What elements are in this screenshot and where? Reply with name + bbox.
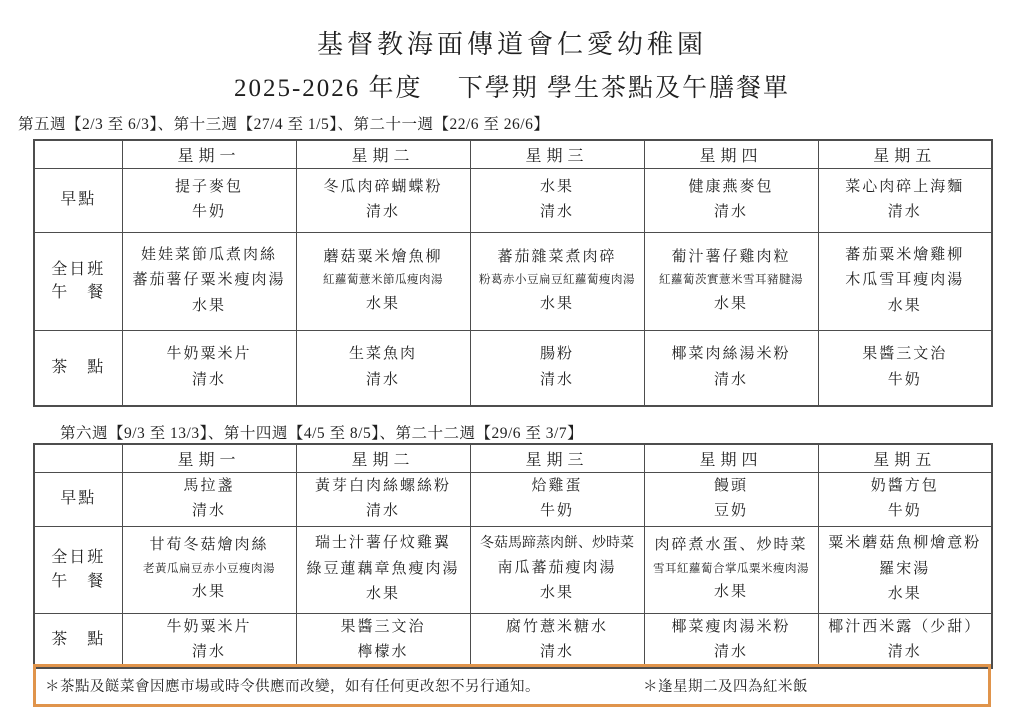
menu-line: 紅蘿蔔茨實薏米雪耳豬腱湯 [659, 274, 803, 287]
menu-table-week-b [33, 443, 993, 669]
row-label-line: 全日班 [51, 260, 106, 278]
footer-note-box [33, 664, 991, 707]
menu-cell [122, 613, 296, 668]
menu-cell [470, 472, 644, 526]
week-range-label-2: 第六週【9/3 至 13/3】、第十四週【4/5 至 8/5】、第二十二週【29/6 至 3/7】 [60, 425, 584, 442]
menu-cell [296, 330, 470, 406]
menu-line: 粟米蘑菇魚柳燴意粉 [828, 535, 982, 552]
footer-note-red-rice: ＊逢星期二及四為紅米飯 [643, 679, 808, 695]
menu-cell [644, 168, 818, 232]
menu-cell [470, 330, 644, 406]
menu-cell [470, 168, 644, 232]
day-header-1: 星期一 [122, 444, 296, 472]
row-label-line: 茶 點 [51, 631, 106, 649]
menu-line: 奶醬方包 [870, 477, 939, 494]
menu-line: 菜心肉碎上海麵 [845, 178, 965, 195]
corner-cell [34, 140, 122, 168]
menu-line: 清水 [887, 204, 922, 220]
footer-note-change-policy: ＊茶點及餸菜會因應市場或時令供應而改變，如有任何更改恕不另行通知。 [45, 679, 540, 695]
menu-cell [122, 232, 296, 330]
menu-line: 水果 [191, 584, 226, 601]
menu-line: 雪耳紅蘿蔔合掌瓜粟米瘦肉湯 [653, 562, 809, 575]
menu-row [34, 168, 992, 232]
week-range-label-1: 第五週【2/3 至 6/3】、第十三週【27/4 至 1/5】、第二十一週【22/6 至 26/6】 [18, 116, 550, 133]
menu-line: 蘑菇粟米燴魚柳 [323, 248, 443, 265]
day-header-4: 星期四 [644, 444, 818, 472]
menu-line: 椰菜肉絲湯米粉 [671, 346, 791, 363]
menu-line: 水果 [365, 295, 400, 312]
menu-cell [818, 613, 992, 668]
day-header-3: 星期三 [470, 140, 644, 168]
day-header-2: 星期二 [296, 444, 470, 472]
menu-line: 紅蘿蔔薏米節瓜瘦肉湯 [323, 274, 443, 287]
menu-line: 檸檬水 [357, 644, 409, 660]
menu-table-week-a [33, 139, 993, 407]
menu-row [34, 232, 992, 330]
menu-line: 牛奶粟米片 [166, 346, 252, 363]
menu-cell [122, 168, 296, 232]
menu-line: 生菜魚肉 [348, 346, 417, 363]
row-label [34, 168, 122, 232]
menu-line: 水果 [887, 297, 922, 314]
menu-line: 烚雞蛋 [531, 477, 583, 494]
menu-line: 牛奶 [539, 503, 574, 519]
menu-line: 水果 [713, 584, 748, 601]
page-title: 基督教海面傳道會仁愛幼稚園 [316, 30, 707, 59]
menu-line: 瑞士汁薯仔炆雞翼 [314, 535, 451, 552]
menu-line: 牛奶 [887, 503, 922, 519]
row-label [34, 232, 122, 330]
row-label [34, 613, 122, 668]
menu-cell [644, 330, 818, 406]
menu-line: 腸粉 [539, 346, 574, 363]
menu-row [34, 526, 992, 613]
day-header-1: 星期一 [122, 140, 296, 168]
menu-cell [644, 526, 818, 613]
row-label-line: 全日班 [51, 549, 106, 567]
menu-cell [644, 232, 818, 330]
menu-cell [470, 232, 644, 330]
menu-line: 蕃茄薯仔粟米瘦肉湯 [132, 272, 286, 289]
menu-line: 冬瓜肉碎蝴蝶粉 [323, 178, 443, 195]
menu-line: 蕃茄粟米燴雞柳 [845, 246, 965, 263]
menu-line: 水果 [887, 586, 922, 603]
menu-line: 水果 [539, 585, 574, 602]
menu-line: 清水 [539, 204, 574, 220]
day-header-5: 星期五 [818, 140, 992, 168]
menu-line: 清水 [191, 644, 226, 660]
menu-line: 清水 [713, 371, 748, 388]
menu-cell [296, 472, 470, 526]
menu-cell [122, 330, 296, 406]
page-subtitle: 2025-2026 年度 下學期 學生茶點及午膳餐單 [233, 75, 791, 102]
menu-line: 綠豆蓮藕章魚瘦肉湯 [306, 560, 460, 577]
menu-line: 黃芽白肉絲螺絲粉 [314, 477, 451, 494]
menu-cell [818, 232, 992, 330]
menu-line: 椰菜瘦肉湯米粉 [671, 618, 791, 635]
menu-line: 水果 [713, 295, 748, 312]
menu-cell [296, 526, 470, 613]
menu-line: 果醬三文治 [340, 618, 426, 635]
menu-cell [818, 168, 992, 232]
menu-line: 水果 [365, 586, 400, 603]
menu-cell [818, 330, 992, 406]
day-header-2: 星期二 [296, 140, 470, 168]
menu-row [34, 472, 992, 526]
day-header-5: 星期五 [818, 444, 992, 472]
menu-line: 葡汁薯仔雞肉粒 [671, 248, 791, 265]
menu-line: 木瓜雪耳瘦肉湯 [845, 272, 965, 289]
row-label-line: 早點 [60, 490, 97, 508]
corner-cell [34, 444, 122, 472]
menu-cell [296, 168, 470, 232]
menu-line: 冬菇馬蹄蒸肉餅、炒時菜 [480, 536, 634, 552]
menu-line: 提子麥包 [174, 178, 243, 195]
menu-line: 水果 [539, 295, 574, 312]
menu-line: 清水 [887, 644, 922, 660]
menu-cell [296, 613, 470, 668]
day-header-4: 星期四 [644, 140, 818, 168]
day-header-3: 星期三 [470, 444, 644, 472]
menu-line: 清水 [539, 644, 574, 660]
menu-line: 清水 [191, 503, 226, 519]
row-label-line: 午 餐 [51, 284, 106, 301]
row-label [34, 472, 122, 526]
row-label [34, 526, 122, 613]
menu-row [34, 613, 992, 668]
menu-line: 清水 [539, 371, 574, 388]
menu-line: 蕃茄雜菜煮肉碎 [497, 248, 617, 265]
menu-line: 南瓜蕃茄瘦肉湯 [497, 559, 617, 576]
menu-line: 清水 [713, 644, 748, 660]
menu-cell [470, 613, 644, 668]
menu-line: 腐竹薏米糖水 [505, 618, 608, 635]
menu-line: 豆奶 [713, 503, 748, 519]
menu-line: 肉碎煮水蛋、炒時菜 [654, 537, 808, 554]
menu-line: 馬拉盞 [183, 477, 235, 494]
menu-line: 老黃瓜扁豆赤小豆瘦肉湯 [143, 562, 275, 575]
menu-cell [296, 232, 470, 330]
menu-line: 清水 [713, 204, 748, 220]
menu-line: 牛奶 [191, 204, 226, 220]
menu-line: 清水 [191, 371, 226, 388]
menu-cell [644, 613, 818, 668]
menu-line: 水果 [191, 297, 226, 314]
menu-cell [644, 472, 818, 526]
menu-line: 椰汁西米露（少甜） [828, 618, 982, 635]
menu-line: 清水 [365, 503, 400, 519]
menu-cell [122, 526, 296, 613]
menu-cell [122, 472, 296, 526]
menu-line: 清水 [365, 204, 400, 220]
row-label-line: 午 餐 [51, 572, 106, 590]
menu-line: 果醬三文治 [862, 346, 948, 363]
menu-cell [470, 526, 644, 613]
row-label [34, 330, 122, 406]
menu-line: 粉葛赤小豆扁豆紅蘿蔔瘦肉湯 [479, 274, 635, 287]
menu-cell [818, 526, 992, 613]
menu-line: 羅宋湯 [879, 560, 931, 577]
menu-line: 娃娃菜節瓜煮肉絲 [140, 246, 277, 263]
row-label-line: 早點 [60, 191, 97, 209]
menu-line: 清水 [365, 371, 400, 388]
menu-cell [818, 472, 992, 526]
menu-line: 甘荀冬菇燴肉絲 [149, 537, 269, 554]
menu-row [34, 330, 992, 406]
menu-line: 健康燕麥包 [688, 178, 774, 195]
menu-line: 饅頭 [713, 477, 748, 494]
menu-line: 水果 [539, 178, 574, 195]
menu-line: 牛奶粟米片 [166, 618, 252, 635]
row-label-line: 茶 點 [51, 359, 106, 377]
menu-line: 牛奶 [887, 371, 922, 388]
